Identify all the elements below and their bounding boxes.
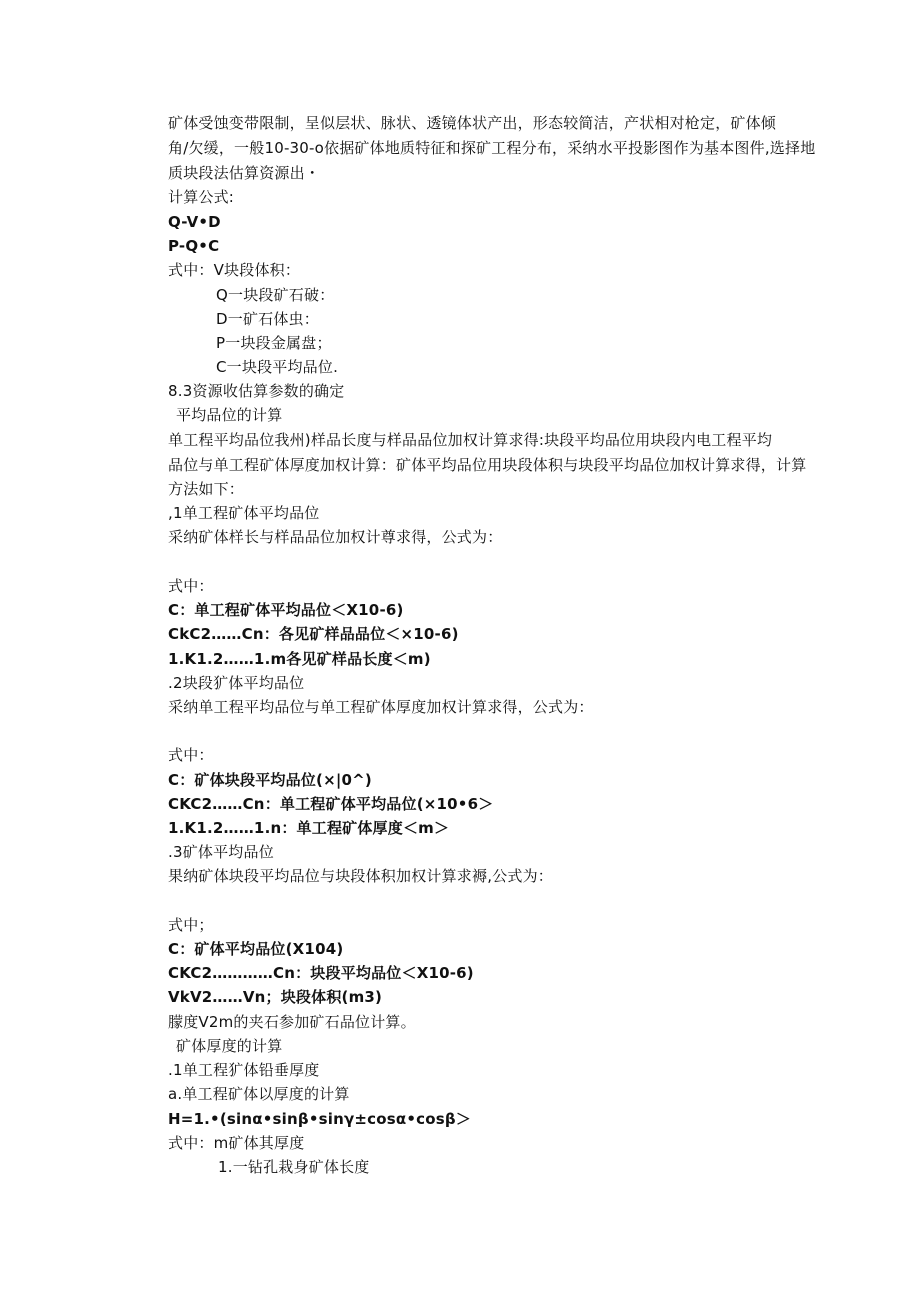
s1-item-length: 1.K1.2……1.m各见矿样品长度＜m) xyxy=(168,650,431,668)
s3-title: .3矿体平均品位 xyxy=(168,843,274,861)
avg-para-line-1: 单工程平均品位我州)样品长度与样品品位加权计算求得:块段平均品位用块段内电工程平均 xyxy=(168,431,773,449)
s3-item-ck: CKC2…………Cn：块段平均品位＜X10-6) xyxy=(168,964,474,982)
s1-description: 采纳矿体样长与样品品位加权计尊求得，公式为： xyxy=(168,528,503,546)
def-d: D一矿石体虫： xyxy=(216,310,319,328)
avg-para-line-3: 方法如下： xyxy=(168,480,245,498)
s3-item-c: C：矿体平均品位(X104) xyxy=(168,940,344,958)
thickness-formula: H=1.•(sinα•sinβ•sinγ±cosα•cosβ＞ xyxy=(168,1110,472,1128)
intro-line-2: 角/欠缓，一般10-30-o依据矿体地质特征和探矿工程分布，采纳水平投影图作为基本图件,选择地 xyxy=(168,139,816,157)
s3-where: 式中； xyxy=(168,916,214,934)
t1-title: .1单工程犷体铅垂厚度 xyxy=(168,1061,320,1079)
intro-line-3: 质块段法估算资源出・ xyxy=(168,164,321,182)
s2-item-c: C：矿体块段平均品位(×|0^) xyxy=(168,771,372,789)
note-interlayer: 朦度V2m的夹石参加矿石品位计算。 xyxy=(168,1013,416,1031)
where-v-block-volume: 式中：V块段体积： xyxy=(168,261,301,279)
calc-formula-label: 计算公式: xyxy=(168,188,235,206)
s1-item-c: C：单工程矿体平均品位＜X10-6) xyxy=(168,601,404,619)
avg-grade-calc-heading: 平均品位的计算 xyxy=(176,406,283,424)
t1a-title: a.单工程矿体以厚度的计算 xyxy=(168,1085,350,1103)
s1-title: ,1单工程矿体平均品位 xyxy=(168,504,320,522)
thickness-calc-heading: 矿体厚度的计算 xyxy=(176,1037,283,1055)
thickness-def-length: 1.一钻孔栽身矿体长度 xyxy=(218,1158,370,1176)
s2-title: .2块段犷体平均品位 xyxy=(168,674,305,692)
s3-description: 果纳矿体块段平均品位与块段体积加权计算求褥,公式为： xyxy=(168,867,553,885)
s2-item-ck: CKC2……Cn：单工程矿体平均品位(×10•6＞ xyxy=(168,795,494,813)
def-p: P一块段金属盘； xyxy=(216,334,332,352)
thickness-where: 式中：m矿体其厚度 xyxy=(168,1134,305,1152)
s1-item-ck: CkC2……Cn：各见矿样品品位＜×10-6) xyxy=(168,625,459,643)
s2-description: 采纳单工程平均品位与单工程矿体厚度加权计算求得，公式为： xyxy=(168,698,594,716)
s3-item-volume: VkV2……Vn；块段体积(m3) xyxy=(168,988,383,1006)
def-q: Q一块段矿石破： xyxy=(216,286,335,304)
formula-p: P-Q•C xyxy=(168,237,220,255)
s2-item-thickness: 1.K1.2……1.n：单工程矿体厚度＜m＞ xyxy=(168,819,450,837)
section-8-3-title: 8.3资源收估算参数的确定 xyxy=(168,382,345,400)
def-c: C一块段平均品位. xyxy=(216,358,339,376)
avg-para-line-2: 品位与单工程矿体厚度加权计算：矿体平均品位用块段体积与块段平均品位加权计算求得，计算 xyxy=(168,456,807,474)
s2-where: 式中： xyxy=(168,746,214,764)
formula-q: Q-V•D xyxy=(168,213,221,231)
s1-where: 式中： xyxy=(168,577,214,595)
intro-line-1: 矿体受蚀变带限制，呈似层状、脉状、透镜体状产出，形态较简洁，产状相对枪定，矿体倾 xyxy=(168,114,777,132)
